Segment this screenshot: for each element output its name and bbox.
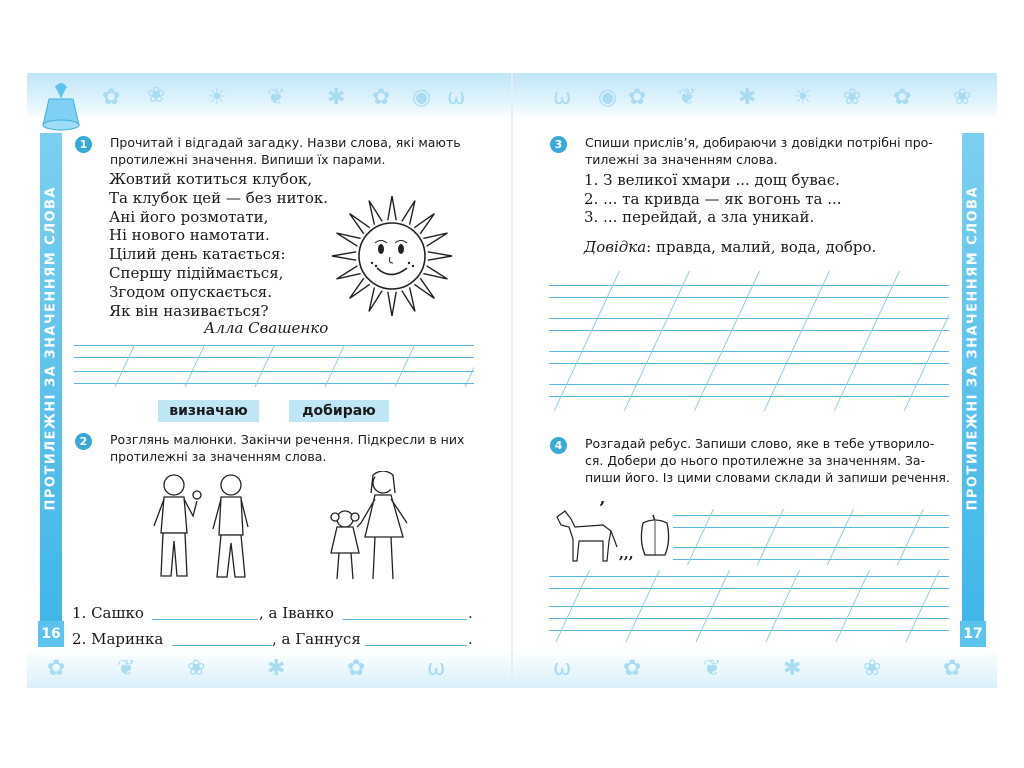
star-icon: ✱ — [327, 85, 346, 110]
rebus-comma-bottom: ,,, — [619, 546, 634, 562]
bottom-decorative-band — [513, 648, 997, 688]
flower-icon: ✿ — [628, 85, 647, 110]
writing-lines[interactable] — [74, 345, 474, 387]
flower-icon: ✿ — [47, 656, 66, 681]
star-icon: ✱ — [783, 656, 802, 681]
sun-icon: ☀ — [793, 85, 813, 110]
flower-icon: ❀ — [147, 83, 166, 108]
flower-icon: ✿ — [943, 656, 962, 681]
rebus-comma-top: ’ — [599, 498, 606, 519]
poem-author: Алла Свашенко — [204, 319, 329, 337]
proverb-item: 1. З великої хмари ... дощ буває. — [584, 171, 840, 189]
grass-icon: ѡ — [553, 656, 572, 681]
writing-lines[interactable] — [549, 570, 949, 642]
writing-lines[interactable] — [549, 271, 949, 411]
task4-instruction-line2: ся. Добери до нього протилежне за значенням. За- — [585, 453, 926, 468]
flower-icon: ❀ — [863, 656, 882, 681]
answer-line[interactable] — [152, 619, 258, 620]
answer-line[interactable] — [343, 619, 467, 620]
proverb-item: 2. ... та кривда — як вогонь та ... — [584, 189, 842, 208]
hint-text: : правда, малий, вода, добро. — [646, 238, 877, 256]
flower-icon: ✿ — [347, 656, 366, 681]
leaf-icon: ❦ — [678, 85, 697, 110]
circle-icon: ◉ — [598, 85, 618, 110]
poem-line: Ні нового намотати. — [109, 226, 270, 245]
task3-instruction-line1: Спиши прислів’я, добираючи з довідки потрібні про- — [585, 135, 933, 150]
poem-line: Та клубок цей — без ниток. — [109, 188, 329, 207]
answer-line[interactable] — [365, 645, 467, 646]
hint — [584, 238, 876, 257]
poem-line: Спершу підіймається, — [109, 263, 284, 282]
sentence2-start: 2. Маринка — [72, 630, 164, 648]
poem-line: Жовтий котиться клубок, — [109, 170, 313, 188]
task2-instruction-line2: протилежні за значенням слова. — [110, 449, 327, 464]
right-page — [513, 73, 997, 688]
side-label: ПРОТИЛЕЖНІ ЗА ЗНАЧЕННЯМ СЛОВА — [43, 185, 59, 511]
side-label: ПРОТИЛЕЖНІ ЗА ЗНАЧЕННЯМ СЛОВА — [965, 185, 981, 511]
flower-icon: ❀ — [953, 85, 972, 110]
sun-icon: ☀ — [207, 85, 227, 110]
hint-label: Довідка — [584, 238, 647, 256]
leaf-icon: ❦ — [267, 85, 286, 110]
task3-instruction-line2: тилежні за значенням слова. — [585, 152, 778, 167]
girls-illustration — [317, 471, 417, 586]
flower-icon: ✿ — [102, 85, 121, 110]
star-icon: ✱ — [738, 85, 757, 110]
task1-instruction-line1: Прочитай і відгадай загадку. Назви слова, які мають — [110, 135, 461, 150]
circle-icon: ◉ — [412, 85, 432, 110]
sentence1-end: . — [468, 604, 473, 622]
top-decorative-band — [27, 73, 511, 120]
bell-icon — [35, 77, 87, 139]
sentence1-middle: , а Іванко — [259, 604, 334, 622]
grass-icon: ѡ — [447, 85, 466, 110]
sentence1-start: 1. Сашко — [72, 604, 144, 622]
pepper-illustration — [637, 513, 673, 557]
bottom-decorative-band — [27, 648, 511, 688]
poem-line: Цілий день катається: — [109, 245, 286, 264]
task-number-4: 4 — [550, 437, 567, 454]
page-number: 16 — [38, 621, 64, 647]
leaf-icon: ❦ — [703, 656, 722, 681]
grass-icon: ѡ — [553, 85, 572, 110]
leaf-icon: ✱ — [267, 656, 286, 681]
task-number-2: 2 — [75, 433, 92, 450]
poem-line: Як він називається? — [109, 301, 269, 320]
task-number-3: 3 — [550, 136, 567, 153]
boys-illustration — [149, 471, 259, 586]
top-decorative-band — [513, 73, 997, 120]
sun-illustration — [327, 191, 457, 321]
left-page — [27, 73, 511, 688]
answer-line[interactable] — [172, 645, 272, 646]
flower-icon: ✿ — [893, 85, 912, 110]
proverb-item: 3. ... перейдай, а зла уникай. — [584, 208, 815, 226]
riddle-poem — [109, 170, 328, 320]
flower-icon: ❀ — [187, 656, 206, 681]
task-number-1: 1 — [75, 136, 92, 153]
tag-select: добираю — [289, 400, 389, 422]
flower-icon: ❀ — [843, 85, 862, 110]
task2-instruction-line1: Розглянь малюнки. Закінчи речення. Підкресли в них — [110, 432, 465, 447]
task1-instruction-line2: протилежні значення. Випиши їх парами. — [110, 152, 386, 167]
sentence2-end: . — [468, 630, 473, 648]
writing-lines[interactable] — [673, 509, 949, 565]
tag-determine: визначаю — [158, 400, 259, 422]
page-number: 17 — [960, 621, 986, 647]
bird-icon: ❦ — [117, 656, 136, 681]
flower-icon: ✿ — [623, 656, 642, 681]
task4-instruction-line1: Розгадай ребус. Запиши слово, яке в тебе утворило- — [585, 436, 935, 451]
proverbs-list — [584, 171, 842, 227]
horse-illustration — [549, 505, 619, 565]
poem-line: Ані його розмотати, — [109, 207, 269, 226]
flower-icon: ✿ — [372, 85, 391, 110]
sentence2-middle: , а Ганнуся — [272, 630, 361, 648]
task4-instruction-line3: пиши його. Із цими словами склади й запиши речення. — [585, 470, 950, 485]
poem-line: Згодом опускається. — [109, 282, 273, 301]
grass-icon: ѡ — [427, 656, 446, 681]
